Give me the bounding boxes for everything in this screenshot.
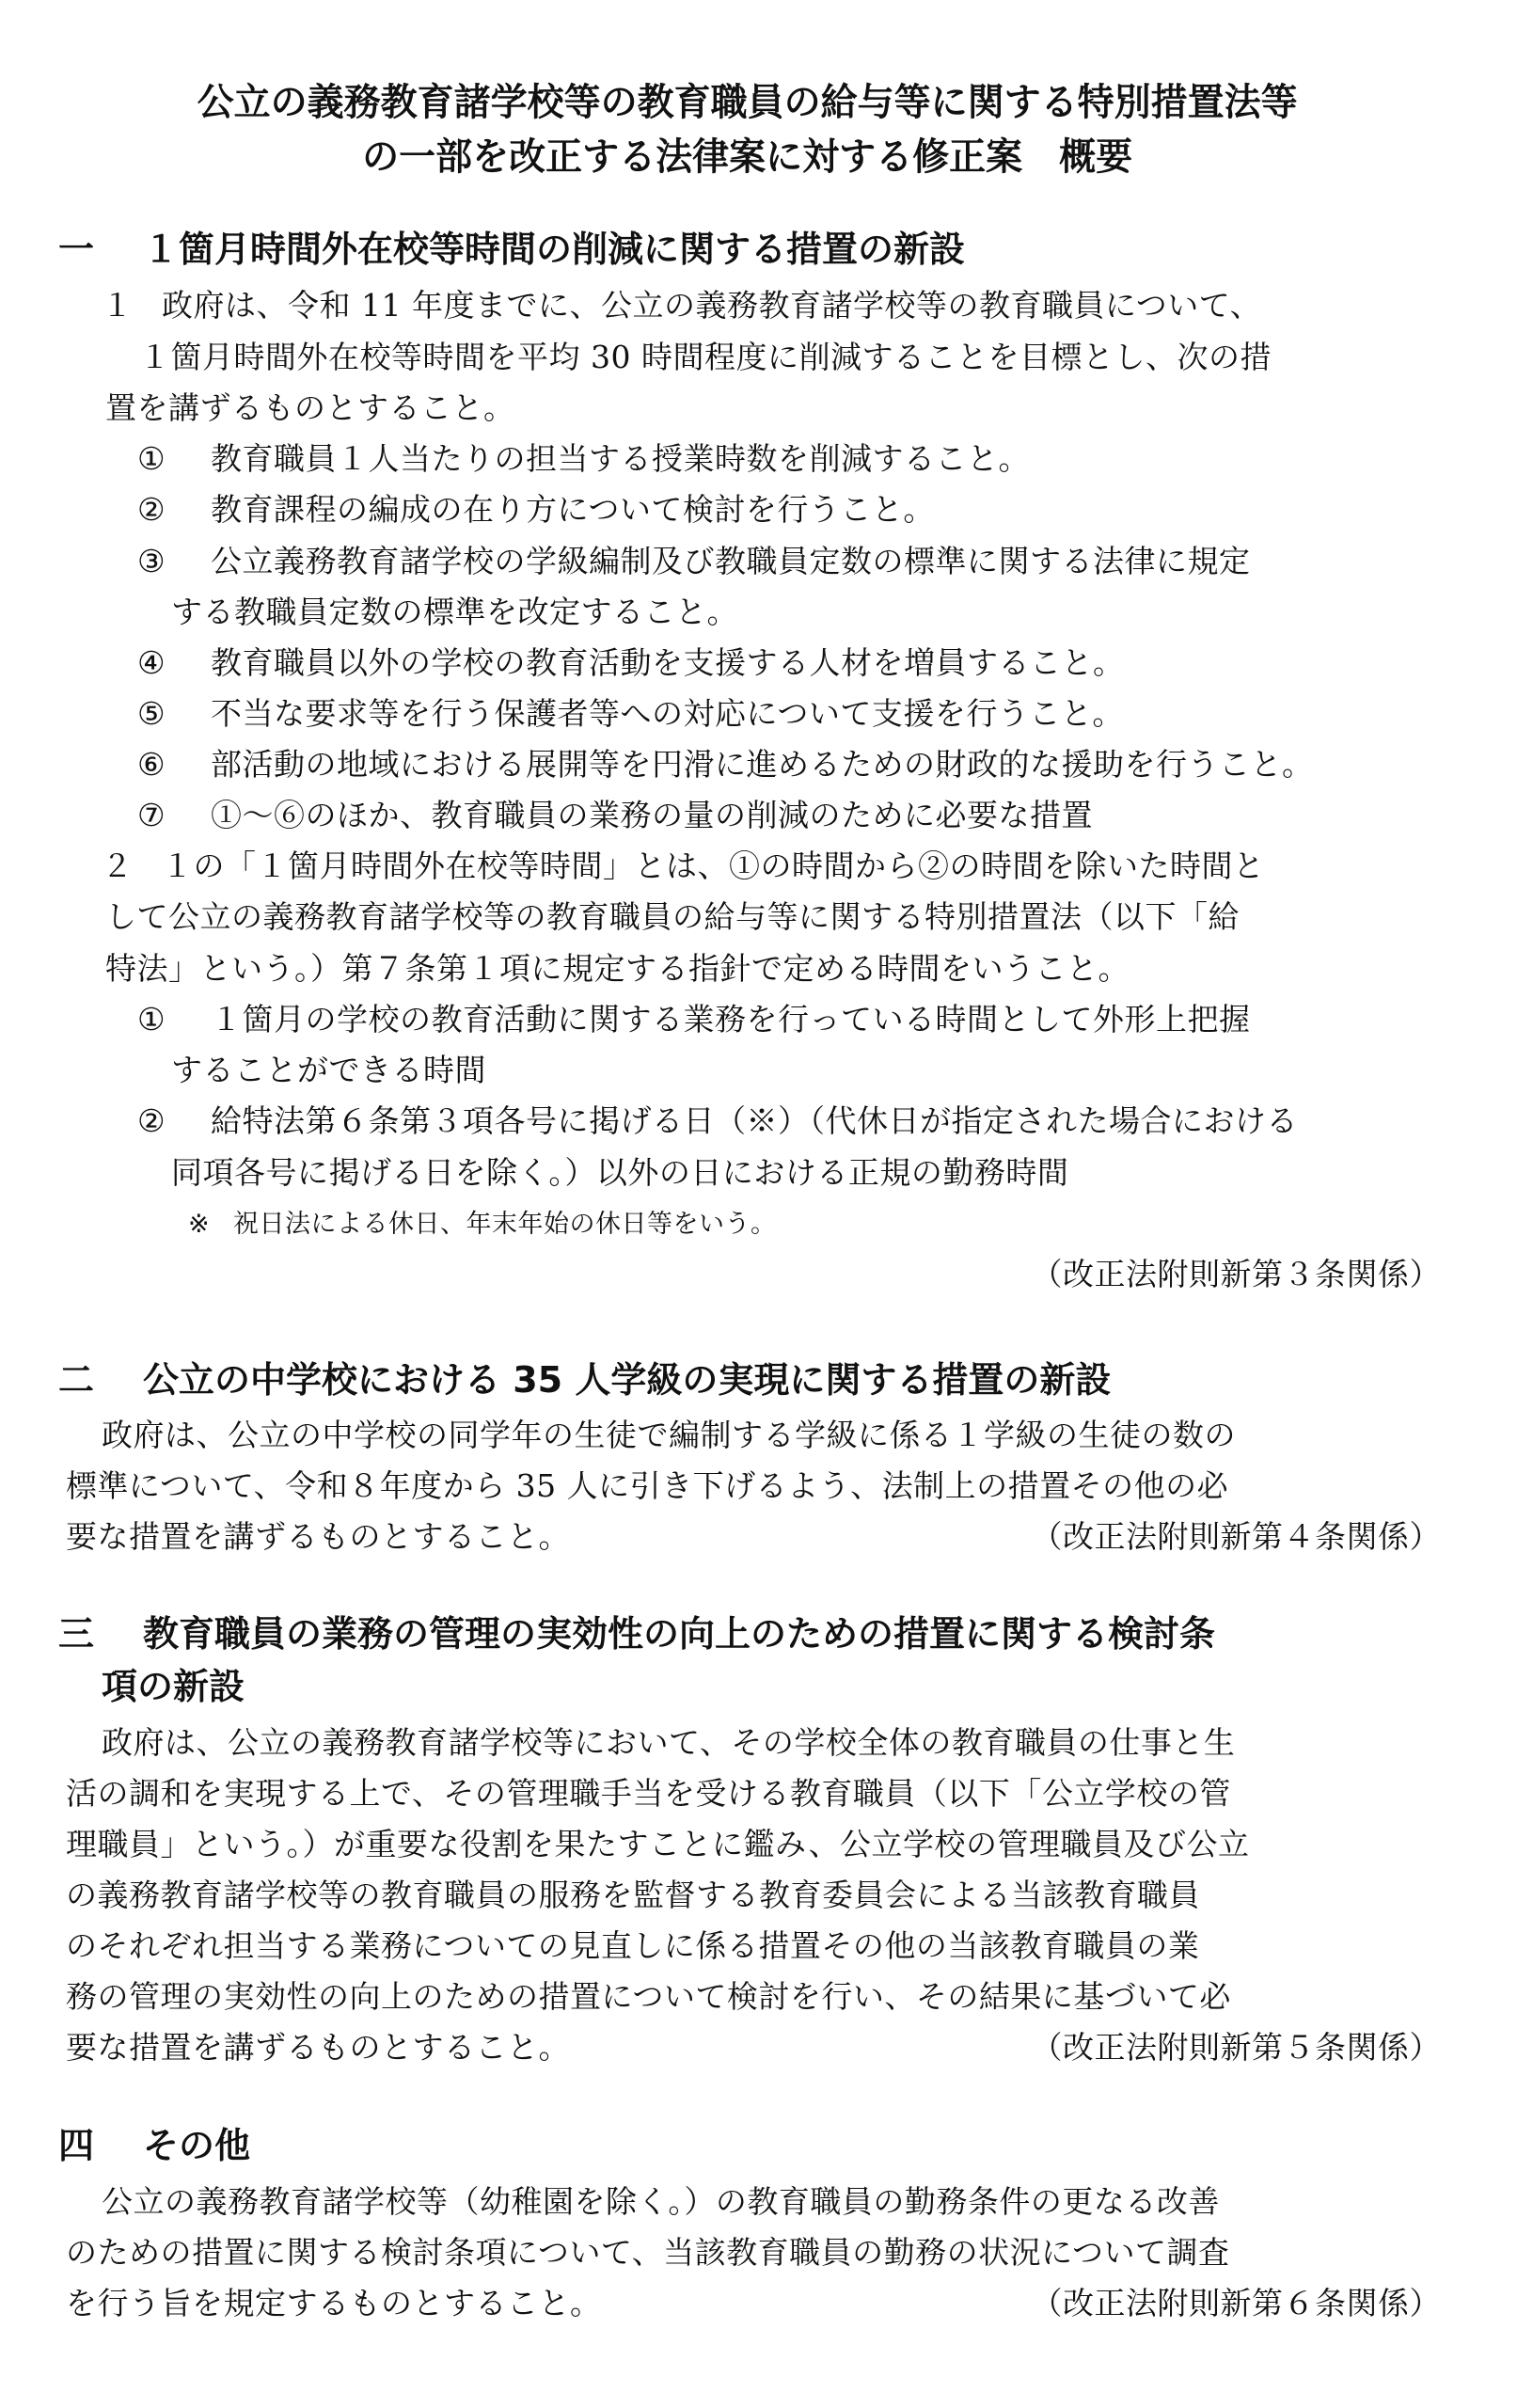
s1-item2-sub-2: ② 給特法第６条第３項各号に掲げる日（※）（代休日が指定された場合における [137, 1102, 1298, 1139]
section-4-title: その他 [143, 2125, 251, 2166]
s3-reference: （改正法附則新第５条関係） [1031, 2029, 1441, 2066]
s1-item1-sub-6: ⑥ 部活動の地域における展開等を円滑に進めるための財政的な援助を行うこと。 [137, 746, 1314, 783]
s1-item2-sub-2-cont: 同項各号に掲げる日を除く。）以外の日における正規の勤務時間 [171, 1154, 1069, 1191]
s1-item1-sub-1: ① 教育職員１人当たりの担当する授業時数を削減すること。 [137, 440, 1030, 477]
section-3-title-line-2: 項の新設 [102, 1666, 245, 1707]
s3-line-3: 理職員」という。）が重要な役割を果たすことに鑑み、公立学校の管理職員及び公立 [66, 1826, 1250, 1862]
s1-item1-line-1: １ 政府は、令和 11 年度までに、公立の義務教育諸学校等の教育職員について、 [102, 284, 1261, 327]
s1-item1-number: １ [102, 287, 134, 324]
s3-line-5: のそれぞれ担当する業務についての見直しに係る措置その他の当該教育職員の業 [66, 1927, 1200, 1964]
note-mark: ※ [188, 1210, 211, 1239]
section-3-number: 三 [58, 1613, 95, 1655]
s1-item1-sub-2: ② 教育課程の編成の在り方について検討を行うこと。 [137, 491, 935, 528]
s4-line-1: 公立の義務教育諸学校等（幼稚園を除く。）の教育職員の勤務条件の更なる改善 [102, 2183, 1220, 2220]
s1-item1-sub-4: ④ 教育職員以外の学校の教育活動を支援する人材を増員すること。 [137, 644, 1125, 681]
s1-item2-sub-1: ① １箇月の学校の教育活動に関する業務を行っている時間として外形上把握 [137, 1001, 1251, 1038]
s4-line-3: を行う旨を規定するものとすること。 [66, 2285, 602, 2321]
section-4-number: 四 [58, 2125, 95, 2166]
s2-line-2: 標準について、令和８年度から 35 人に引き下げるよう、法制上の措置その他の必 [66, 1467, 1229, 1504]
document-title-line-1: 公立の義務教育諸学校等の教育職員の給与等に関する特別措置法等 [197, 81, 1298, 124]
s1-item2-number: ２ [102, 848, 134, 884]
s4-line-2: のための措置に関する検討条項について、当該教育職員の勤務の状況について調査 [66, 2234, 1230, 2271]
section-4-heading [58, 2122, 250, 2169]
section-2-number: 二 [58, 1359, 95, 1401]
s4-reference: （改正法附則新第６条関係） [1031, 2285, 1441, 2321]
s1-item1-line-3: 置を講ずるものとすること。 [105, 389, 515, 426]
s3-line-2: 活の調和を実現する上で、その管理職手当を受ける教育職員（以下「公立学校の管 [66, 1775, 1231, 1812]
s1-item1-sub-5: ⑤ 不当な要求等を行う保護者等への対応について支援を行うこと。 [137, 695, 1124, 732]
section-1-title: １箇月時間外在校等時間の削減に関する措置の新設 [143, 229, 966, 270]
section-2-title: 公立の中学校における 35 人学級の実現に関する措置の新設 [143, 1359, 1112, 1401]
s1-item1-sub-3: ③ 公立義務教育諸学校の学級編制及び教職員定数の標準に関する法律に規定 [137, 543, 1251, 579]
s1-item2-line-2: して公立の義務教育諸学校等の教育職員の給与等に関する特別措置法（以下「給 [105, 898, 1240, 935]
section-1-heading [58, 226, 965, 273]
s1-item2-sub-1-cont: することができる時間 [171, 1052, 486, 1088]
s3-line-7: 要な措置を講ずるものとすること。 [66, 2029, 570, 2066]
s1-item1-line-2: １箇月時間外在校等時間を平均 30 時間程度に削減することを目標とし、次の措 [139, 339, 1272, 375]
s3-line-6: 務の管理の実効性の向上のための措置について検討を行い、その結果に基づいて必 [66, 1978, 1231, 2015]
document-title-line-2: の一部を改正する法律案に対する修正案 概要 [362, 135, 1133, 179]
s1-item2-line-3: 特法」という。）第７条第１項に規定する指針で定める時間をいうこと。 [105, 950, 1130, 987]
section-2-heading [58, 1356, 1111, 1403]
s2-line-3: 要な措置を講ずるものとすること。 [66, 1518, 570, 1555]
s1-item2-note: ※ 祝日法による休日、年末年始の休日等をいう。 [188, 1206, 777, 1244]
s1-item1-sub-7: ⑦ ①～⑥のほか、教育職員の業務の量の削減のために必要な措置 [137, 797, 1093, 833]
s1-item1-sub-3-cont: する教職員定数の標準を改定すること。 [171, 594, 738, 630]
s2-line-1: 政府は、公立の中学校の同学年の生徒で編制する学級に係る１学級の生徒の数の [102, 1417, 1236, 1453]
section-1-number: 一 [58, 229, 95, 270]
section-3-heading [58, 1610, 1215, 1657]
section-3-title-line-1: 教育職員の業務の管理の実効性の向上のための措置に関する検討条 [143, 1613, 1216, 1655]
s1-reference: （改正法附則新第３条関係） [1031, 1256, 1441, 1292]
s1-item2-line-1: ２ １の「１箇月時間外在校等時間」とは、①の時間から②の時間を除いた時間と [102, 845, 1265, 888]
s3-line-4: の義務教育諸学校等の教育職員の服務を監督する教育委員会による当該教育職員 [66, 1877, 1200, 1913]
s2-reference: （改正法附則新第４条関係） [1031, 1518, 1441, 1555]
s3-line-1: 政府は、公立の義務教育諸学校等において、その学校全体の教育職員の仕事と生 [102, 1724, 1236, 1761]
